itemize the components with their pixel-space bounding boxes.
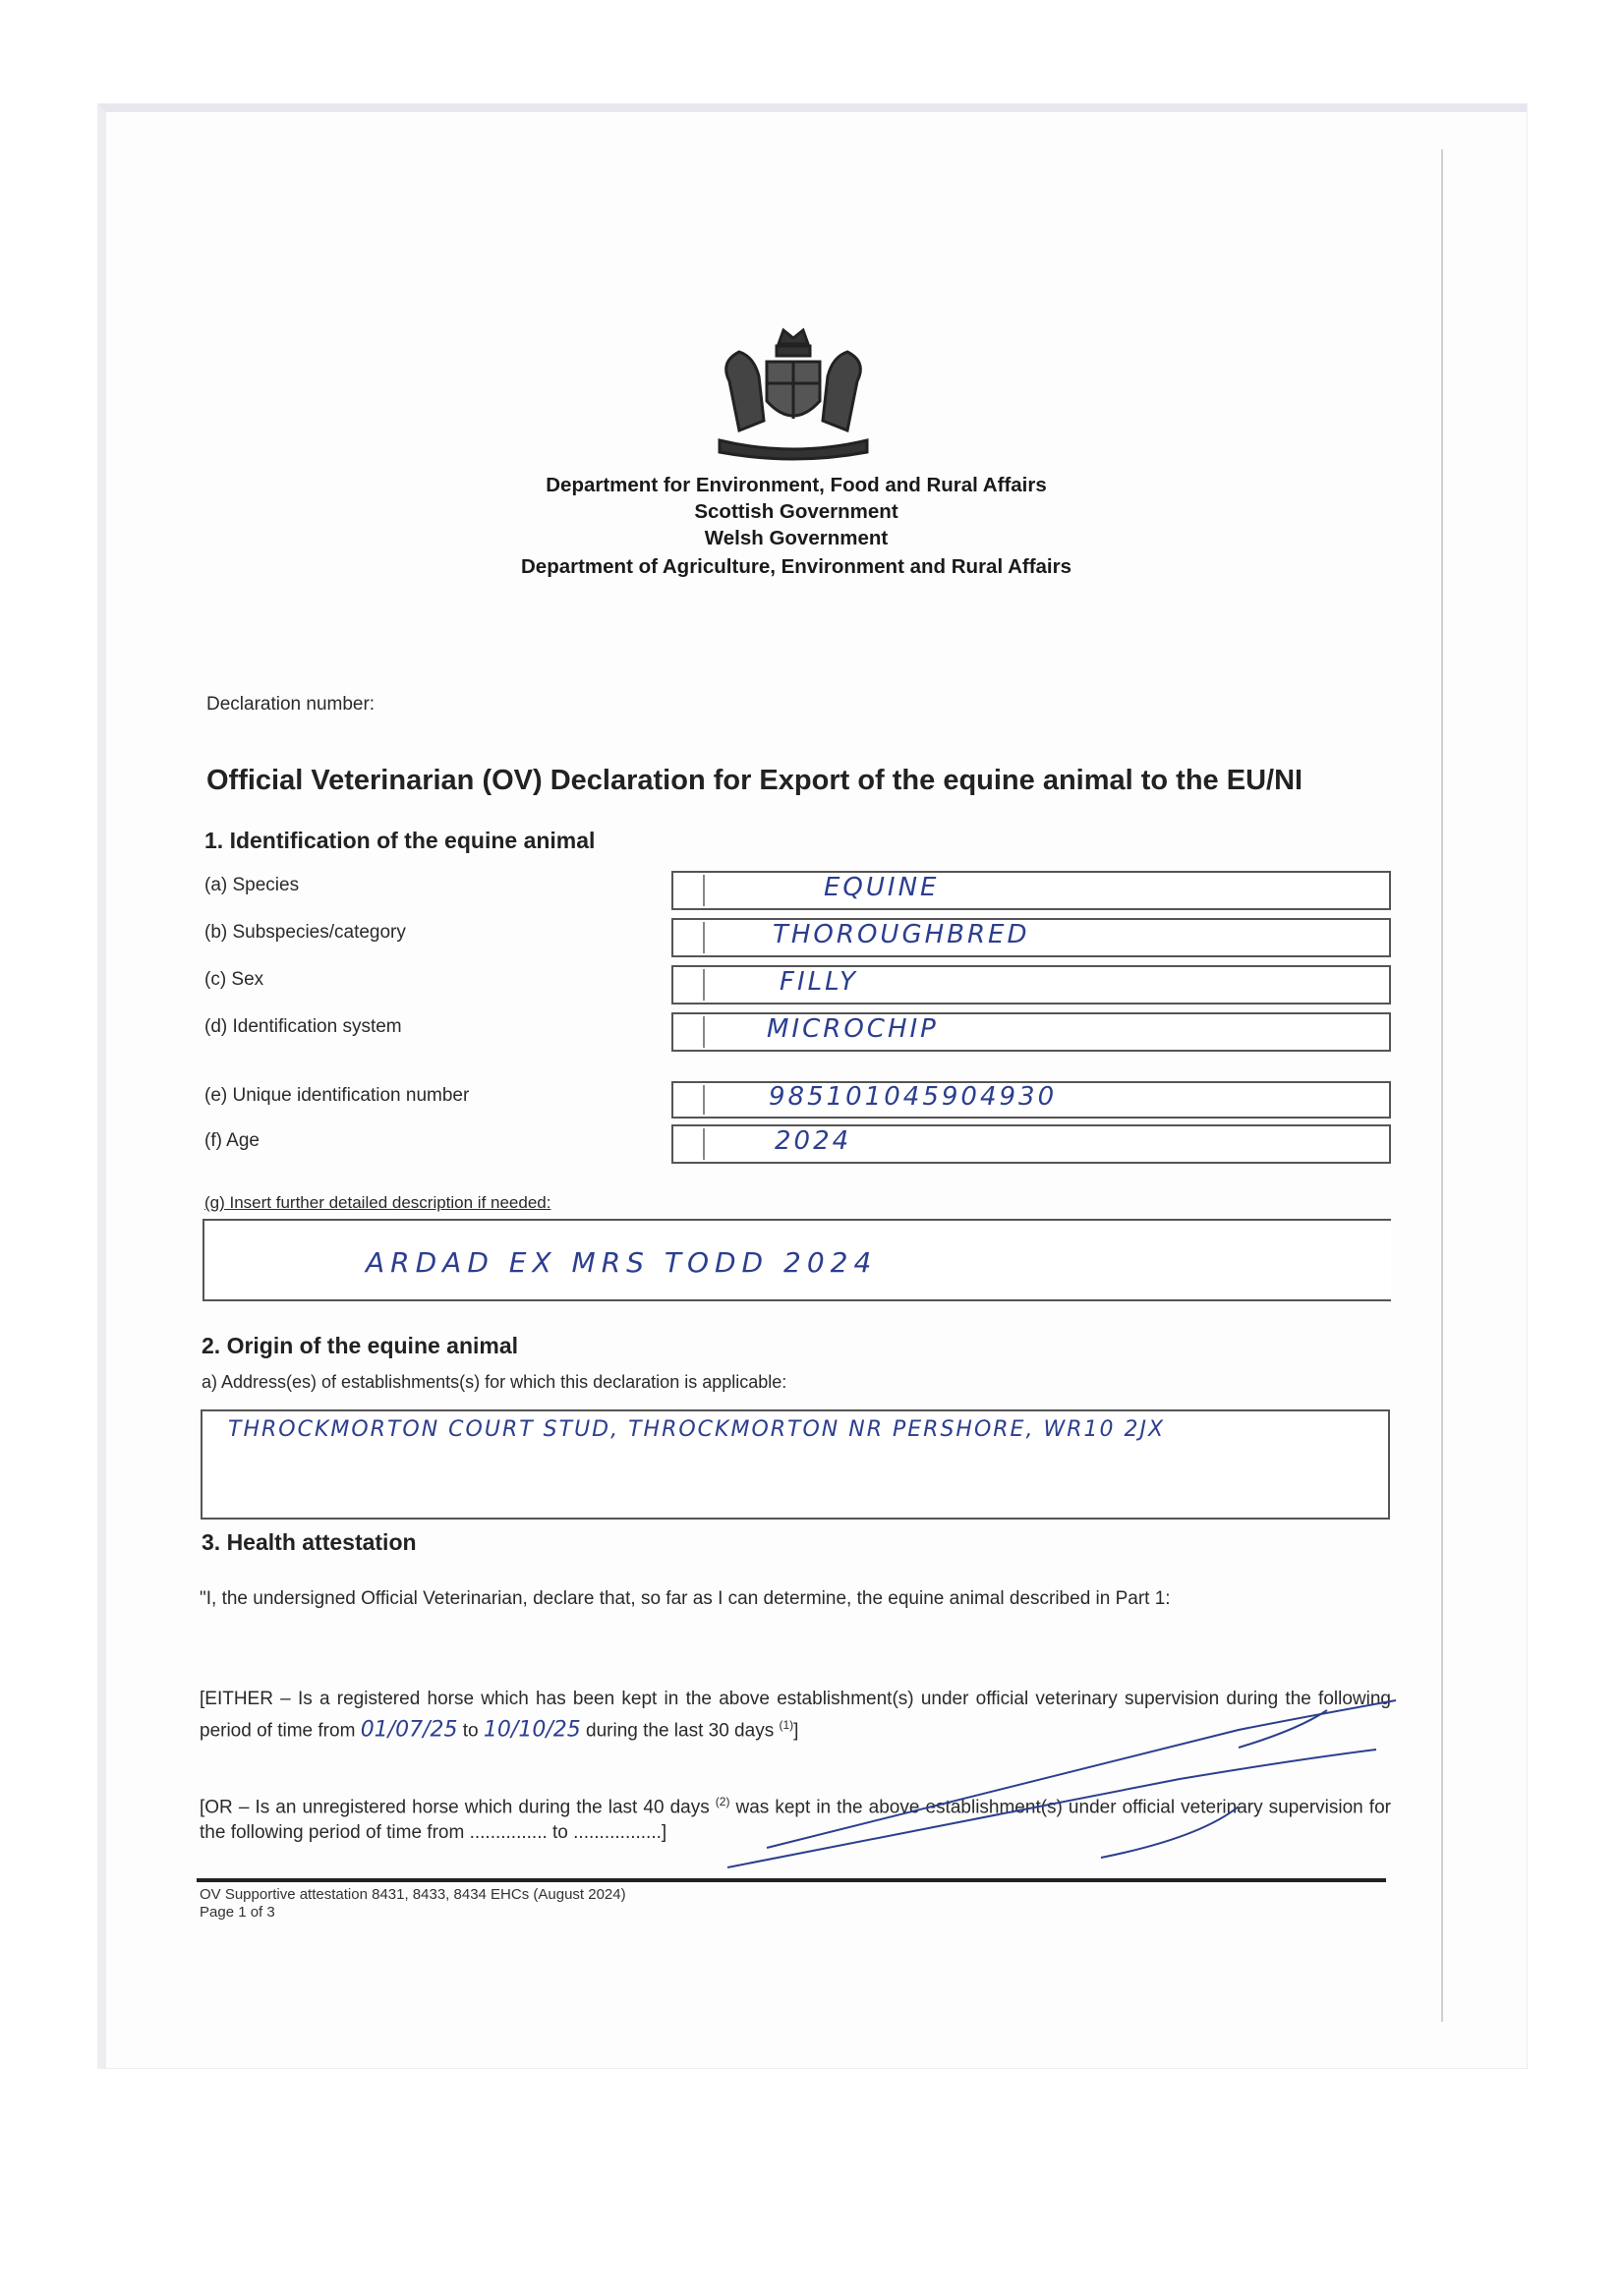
sex-value: FILLY [780, 967, 858, 997]
address-label: a) Address(es) of establishments(s) for which this declaration is applicable: [202, 1372, 787, 1392]
further-description-label: (g) Insert further detailed description if needed: [204, 1193, 551, 1212]
either-text-start: [EITHER – Is a registered horse which has been kept in the above establishment(s) under official veterinary supervision during the following period of time from [200, 1689, 1391, 1742]
department-name-3: Welsh Government [704, 527, 889, 549]
either-footnote: (1) [779, 1718, 794, 1732]
age-value: 2024 [775, 1126, 852, 1156]
page-title: Official Veterinarian (OV) Declaration for Export of the equine animal to the EU/NI [206, 765, 1303, 796]
either-to-date: 10/10/25 [483, 1717, 581, 1743]
either-text-end: during the last 30 days [586, 1720, 775, 1742]
unique-id-value: 985101045904930 [769, 1082, 1058, 1112]
royal-coat-of-arms-icon [710, 322, 877, 466]
department-name-1: Department for Environment, Food and Rural Affairs [546, 474, 1047, 496]
subspecies-label: (b) Subspecies/category [204, 922, 406, 943]
age-label: (f) Age [204, 1130, 260, 1151]
declaration-number-label: Declaration number: [206, 694, 376, 715]
address-value: THROCKMORTON COURT STUD, THROCKMORTON NR PERSHORE, WR10 2JX [228, 1417, 1166, 1442]
handwritten-strikethrough-lines [688, 1691, 1435, 1877]
attestation-intro: "I, the undersigned Official Veterinarian, declare that, so far as I can determine, the equine animal described in Part 1: [200, 1588, 1171, 1609]
unique-id-label: (e) Unique identification number [204, 1085, 470, 1106]
page-edge-line [1441, 149, 1443, 2022]
or-text-start: [OR – Is an unregistered horse which during the last 40 days [200, 1797, 710, 1818]
identification-system-label: (d) Identification system [204, 1016, 402, 1037]
department-name-2: Scottish Government [694, 500, 898, 523]
either-from-date: 01/07/25 [360, 1717, 458, 1743]
further-description-value: ARDAD EX MRS TODD 2024 [366, 1246, 878, 1279]
either-clause: [EITHER – Is a registered horse which has been kept in the above establishment(s) under official veterinary supervision during the following period of time from 01/07/25 to 10/10/25 during the last 30 days $^{(1)}$] [200, 1689, 1391, 1743]
subspecies-value: THOROUGHBRED [773, 920, 1030, 949]
section3-heading: 3. Health attestation [202, 1529, 417, 1555]
sex-label: (c) Sex [204, 969, 264, 990]
section2-heading: 2. Origin of the equine animal [202, 1333, 519, 1358]
footer-attestation: OV Supportive attestation 8431, 8433, 8434 EHCs (August 2024) [200, 1886, 626, 1903]
species-label: (a) Species [204, 875, 300, 895]
department-name-4: Department of Agriculture, Environment and Rural Affairs [520, 555, 1072, 578]
or-text-end: was kept in the above establishment(s) under official veterinary supervision for the following period of time from ............... to .................] [200, 1797, 1391, 1844]
footer-page-number: Page 1 of 3 [200, 1904, 275, 1921]
footer-divider [197, 1878, 1386, 1882]
either-to-word: to [462, 1720, 479, 1742]
section1-heading: 1. Identification of the equine animal [204, 828, 596, 853]
species-field[interactable] [671, 871, 1391, 910]
species-value: EQUINE [824, 873, 940, 902]
or-footnote: (2) [715, 1795, 730, 1808]
identification-system-value: MICROCHIP [767, 1014, 939, 1044]
